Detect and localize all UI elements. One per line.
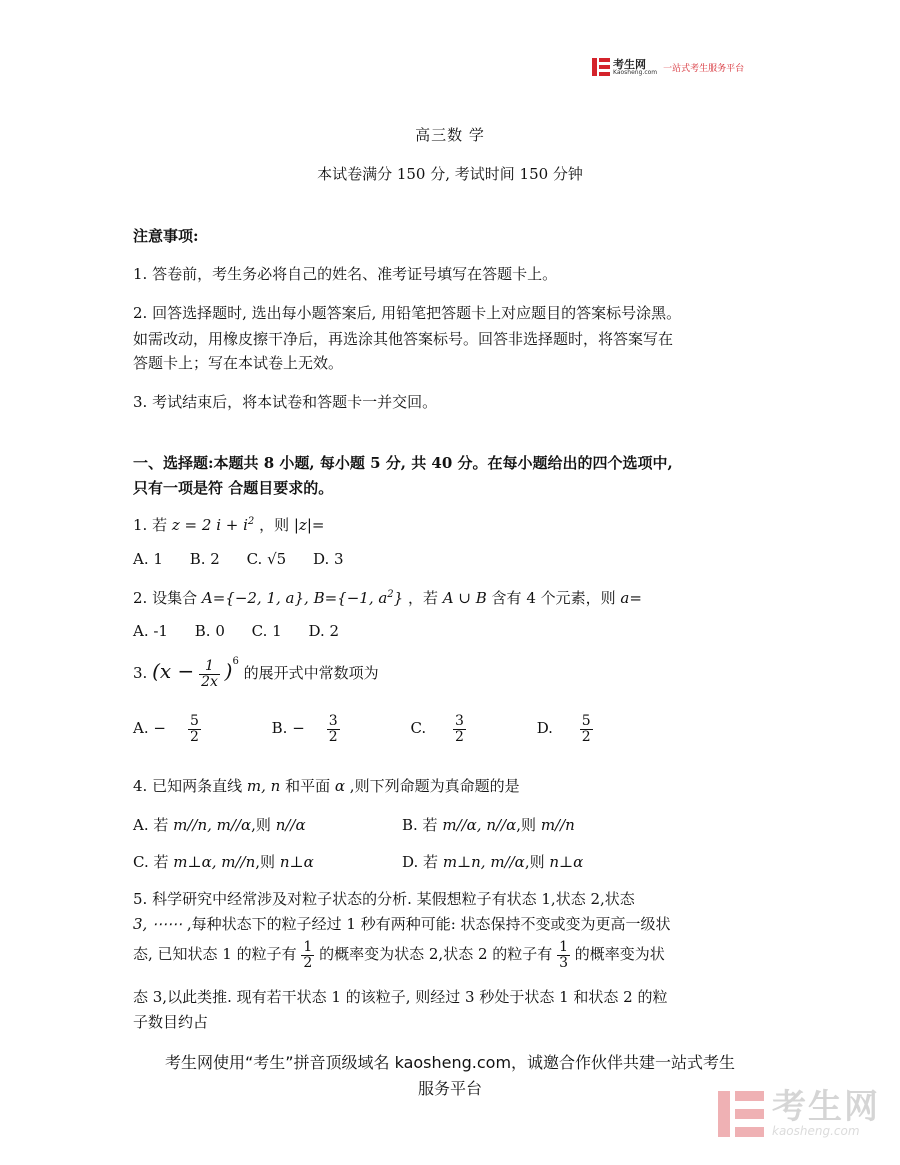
q2-tail: 含有 4 个元素，则 [491, 589, 616, 607]
q3-option-c-label: C. [410, 719, 427, 738]
q3-option-c-num: 3 [454, 713, 464, 729]
q5-frac-2-num: 1 [559, 939, 568, 955]
q5-line-4: 态 3,以此类推. 现有若干状态 1 的该粒子, 则经过 3 秒处于状态 1 和状态 2 的粒 [133, 988, 668, 1006]
q4-stem-c: ,则下列命题为真命题的是 [349, 777, 520, 795]
q3-option-b-label: B. − [271, 719, 305, 738]
notice-heading: 注意事项: [133, 227, 199, 245]
q2-expr-text: A={−2, 1, a}, B={−1, a [201, 589, 388, 607]
section-heading-line1: 一、选择题:本题共 8 小题, 每小题 5 分, 共 40 分。在每小题给出的四个选项中, [133, 454, 673, 472]
q5-line-3 [133, 940, 665, 970]
notice-item-2-cont: 如需改动，用橡皮擦干净后，再选涂其他答案标号。回答非选择题时，将答案写在 [133, 330, 674, 348]
q2-options [133, 622, 361, 640]
q5-line-1: 5. 科学研究中经常涉及对粒子状态的分析. 某假想粒子有状态 1,状态 2,状态 [133, 890, 635, 908]
q3-option-a-label: A. − [133, 719, 166, 738]
exam-subtitle: 本试卷满分 150 分, 考试时间 150 分钟 [317, 165, 583, 183]
logo-slogan: 一站式考生服务平台 [663, 63, 745, 74]
q2-option-a[interactable]: A. -1 [133, 622, 168, 640]
q4-b-label: B. 若 [402, 816, 438, 834]
q5-line-3-a: 态, 已知状态 1 的粒子有 [133, 945, 297, 964]
q2-option-b[interactable]: B. 0 [194, 622, 225, 640]
q4-b-res: m//n [540, 816, 575, 834]
q2-expr [202, 589, 403, 607]
q4-c-then: ,则 [255, 853, 276, 871]
notice-item-2-cont2: 答题卡上；写在本试卷上无效。 [133, 354, 344, 372]
q2-option-c[interactable]: C. 1 [251, 622, 282, 640]
q4-c-label: C. 若 [133, 853, 169, 871]
q5-line-2-math: 3, ⋯⋯ [133, 915, 183, 933]
watermark-name: 考生网 [772, 1087, 880, 1127]
notice-item-2: 2. 回答选择题时, 选出每小题答案后, 用铅笔把答题卡上对应题目的答案标号涂黑。 [133, 304, 682, 322]
question-1 [133, 514, 324, 535]
q1-option-a[interactable]: A. 1 [133, 550, 163, 568]
q5-line-2-text: ,每种状态下的粒子经过 1 秒有两种可能: 状态保持不变或变为更高一级状 [182, 915, 671, 933]
q4-a-res: n//α [275, 816, 306, 834]
q3-fraction [199, 659, 220, 689]
q2-expr-end: } [393, 589, 404, 607]
q3-options [133, 714, 659, 744]
q4-a-label: A. 若 [133, 816, 169, 834]
q3-num: 3. [133, 664, 148, 682]
exam-title: 高三数 学 [415, 126, 485, 144]
q3-tail: 的展开式中常数项为 [243, 664, 379, 682]
q4-option-a[interactable] [133, 814, 306, 835]
q5-frac-2-den: 3 [559, 954, 568, 971]
q4-vars: m, n [246, 777, 281, 795]
q4-d-cond: m⊥n, m//α [442, 853, 525, 871]
q5-frac-1-den: 2 [303, 954, 313, 971]
question-2 [133, 587, 642, 608]
watermark [718, 1087, 880, 1138]
q4-b-cond: m//α, n//α [442, 816, 517, 834]
q5-line-3-b: 的概率变为状态 2,状态 2 的粒子有 [319, 945, 553, 964]
q5-line-3-c: 的概率变为状 [574, 945, 665, 964]
q4-b-then: ,则 [516, 816, 537, 834]
q3-option-a-num: 5 [189, 713, 199, 729]
footer-line-2: 服务平台 [417, 1079, 482, 1098]
q4-c-cond: m⊥α, m//n [173, 853, 256, 871]
q1-option-c[interactable]: C. √5 [246, 550, 287, 568]
q3-option-d-den: 2 [581, 728, 591, 745]
q1-expr-text: z = 2 i + i [171, 516, 248, 534]
q4-plane: α [334, 777, 346, 795]
header-logo[interactable] [592, 58, 744, 76]
q4-option-b[interactable] [402, 814, 575, 835]
q2-union: A ∪ B [442, 589, 487, 607]
q4-d-then: ,则 [524, 853, 545, 871]
q1-option-b[interactable]: B. 2 [189, 550, 220, 568]
watermark-logo-icon [718, 1091, 764, 1137]
section-heading-line2: 只有一项是符 合题目要求的。 [133, 479, 334, 497]
q1-option-d[interactable]: D. 3 [312, 550, 344, 568]
q3-expr-left: (x − [152, 659, 195, 683]
q4-option-c[interactable] [133, 851, 314, 872]
q3-option-d-num: 5 [581, 713, 591, 729]
q2-expr-exp: 2 [387, 589, 394, 600]
q4-a-cond: m//n, m//α [173, 816, 252, 834]
q2-option-d[interactable]: D. 2 [308, 622, 340, 640]
question-4 [133, 775, 520, 796]
watermark-domain: kaosheng.com [772, 1124, 860, 1138]
q4-stem-b: 和平面 [285, 777, 331, 795]
notice-item-3: 3. 考试结束后，将本试卷和答题卡一并交回。 [133, 393, 438, 411]
q3-exp: 6 [232, 656, 239, 667]
q2-var: a= [620, 589, 642, 607]
q5-frac-1-num: 1 [303, 939, 313, 955]
q3-option-a[interactable] [133, 713, 245, 745]
q1-expr [172, 516, 254, 534]
q1-prefix: 1. 若 [133, 516, 168, 534]
q2-mid: ，若 [408, 589, 439, 607]
logo-domain: Kaosheng.com [613, 68, 658, 76]
q2-prefix: 2. 设集合 [133, 589, 198, 607]
q3-option-c[interactable] [410, 713, 509, 745]
q5-frac-1 [301, 940, 314, 970]
q3-option-d-label: D. [536, 719, 553, 738]
q3-option-a-den: 2 [189, 728, 199, 745]
q3-option-b[interactable] [271, 713, 384, 745]
q1-options [133, 550, 366, 568]
q4-option-d[interactable] [402, 851, 583, 872]
logo-name: 考生网 [613, 57, 646, 71]
q1-abs: |z|= [293, 516, 325, 534]
q1-expr-exp: 2 [247, 516, 255, 527]
q4-a-then: ,则 [251, 816, 271, 834]
kaosheng-logo-icon [592, 58, 610, 76]
q3-option-d[interactable] [536, 713, 637, 745]
q4-d-res: n⊥α [549, 853, 584, 871]
question-3 [133, 656, 379, 689]
q5-line-2 [133, 913, 671, 934]
q1-sep: ，则 [259, 516, 290, 534]
footer-line-1: 考生网使用“考生”拼音顶级域名 kaosheng.com，诚邀合作伙伴共建一站式考生 [164, 1053, 736, 1072]
q3-option-c-den: 2 [454, 728, 464, 745]
q4-d-label: D. 若 [402, 853, 439, 871]
q3-frac-num: 1 [199, 659, 220, 675]
q3-expr-right: ) [224, 659, 233, 683]
q5-line-5: 子数目约占 [133, 1013, 209, 1031]
q3-option-b-num: 3 [328, 713, 338, 729]
q3-frac-den: 2x [201, 673, 218, 690]
notice-item-1: 1. 答卷前，考生务必将自己的姓名、准考证号填写在答题卡上。 [133, 265, 558, 283]
q4-stem-a: 4. 已知两条直线 [133, 777, 243, 795]
q5-frac-2 [557, 940, 570, 970]
q4-c-res: n⊥α [279, 853, 314, 871]
q3-option-b-den: 2 [328, 728, 338, 745]
